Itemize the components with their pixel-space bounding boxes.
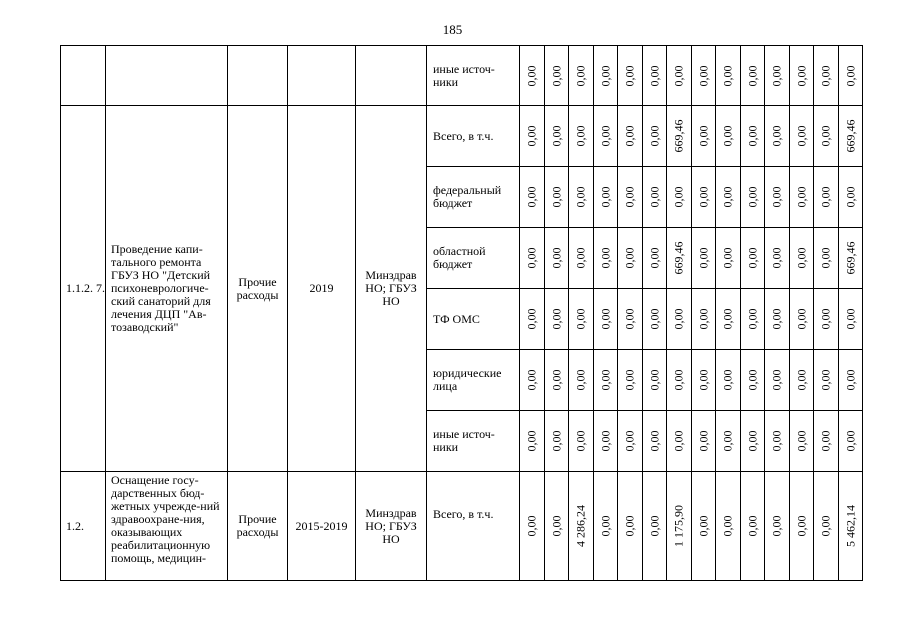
value-cell [814, 289, 839, 350]
value-cell [520, 289, 545, 350]
value-cell [692, 472, 716, 581]
value-cell [569, 472, 594, 581]
value-cell [741, 228, 765, 289]
name-cell: Проведение капи-тального ремонта ГБУЗ НО "Детский психоневрологиче-ский санаторий для лечения ДЦП "Ав-тозаводский" [106, 106, 228, 472]
financing-table [60, 45, 863, 581]
value-text: 0,00 [573, 308, 588, 330]
value-text: 0,00 [647, 125, 661, 147]
value-cell [545, 289, 569, 350]
value-text: 0,00 [745, 186, 759, 208]
value-text: 0,00 [671, 308, 686, 330]
value-text: 0,00 [647, 515, 661, 537]
value-cell [594, 228, 618, 289]
value-cell [520, 106, 545, 167]
value-text: 0,00 [720, 308, 735, 330]
value-cell [569, 289, 594, 350]
value-cell [692, 411, 716, 472]
value-cell [839, 350, 863, 411]
type-cell: Прочие расходы [228, 472, 288, 581]
value-text: 0,00 [843, 308, 857, 330]
value-cell [814, 106, 839, 167]
value-text: 0,00 [549, 65, 563, 86]
value-text: 0,00 [549, 125, 563, 147]
value-text: 0,00 [720, 369, 735, 391]
value-text: 0,00 [794, 430, 808, 452]
table-row [61, 106, 863, 167]
value-cell [520, 46, 545, 106]
source-cell: ТФ ОМС [427, 289, 520, 350]
value-text: 0,00 [524, 247, 539, 269]
value-cell [569, 106, 594, 167]
value-text: 0,00 [769, 515, 784, 537]
value-cell [643, 289, 667, 350]
value-cell [618, 472, 643, 581]
value-cell [765, 472, 790, 581]
value-text: 0,00 [745, 308, 759, 330]
value-cell [716, 289, 741, 350]
value-text: 0,00 [794, 125, 808, 147]
value-cell [692, 167, 716, 228]
value-text: 0,00 [573, 369, 588, 391]
value-text: 0,00 [647, 430, 661, 452]
years-cell [288, 46, 356, 106]
value-cell [814, 472, 839, 581]
value-text: 0,00 [549, 247, 563, 269]
value-text: 0,00 [696, 65, 710, 86]
value-text: 0,00 [524, 430, 539, 452]
value-text: 0,00 [745, 430, 759, 452]
value-text: 0,00 [647, 369, 661, 391]
value-cell [692, 350, 716, 411]
value-text: 0,00 [598, 369, 612, 391]
value-cell [667, 411, 692, 472]
value-text: 0,00 [671, 430, 686, 452]
executor-cell: Минздрав НО; ГБУЗ НО [356, 106, 427, 472]
value-cell [692, 289, 716, 350]
value-cell [594, 46, 618, 106]
value-text: 0,00 [524, 65, 539, 86]
value-text: 0,00 [622, 247, 637, 269]
value-text: 0,00 [843, 65, 857, 86]
value-cell [790, 289, 814, 350]
value-text: 0,00 [622, 430, 637, 452]
executor-cell: Минздрав НО; ГБУЗ НО [356, 472, 427, 581]
value-text: 0,00 [524, 125, 539, 147]
value-text: 0,00 [794, 369, 808, 391]
value-cell [594, 106, 618, 167]
value-text: 0,00 [622, 125, 637, 147]
value-cell [741, 167, 765, 228]
value-cell [618, 228, 643, 289]
value-text: 0,00 [647, 308, 661, 330]
value-cell [839, 167, 863, 228]
value-text: 0,00 [843, 369, 857, 391]
value-text: 0,00 [720, 125, 735, 147]
value-text: 0,00 [524, 186, 539, 208]
name-cell [106, 46, 228, 106]
value-text: 0,00 [818, 186, 833, 208]
value-cell [545, 46, 569, 106]
value-text: 0,00 [549, 430, 563, 452]
value-text: 0,00 [524, 515, 539, 537]
value-cell [790, 106, 814, 167]
table-body [61, 46, 863, 581]
value-text: 0,00 [720, 65, 735, 86]
value-text: 0,00 [647, 186, 661, 208]
value-text: 0,00 [573, 125, 588, 147]
value-text: 0,00 [720, 247, 735, 269]
value-cell [520, 350, 545, 411]
value-text: 0,00 [549, 308, 563, 330]
value-cell [569, 350, 594, 411]
value-text: 0,00 [818, 308, 833, 330]
number-cell: 1.2. [61, 472, 106, 581]
value-text: 0,00 [598, 515, 612, 537]
value-text: 0,00 [549, 186, 563, 208]
value-text: 0,00 [745, 247, 759, 269]
value-cell [692, 46, 716, 106]
value-text: 0,00 [573, 430, 588, 452]
value-text: 0,00 [622, 186, 637, 208]
value-cell [643, 46, 667, 106]
value-text: 0,00 [745, 369, 759, 391]
value-text: 0,00 [647, 247, 661, 269]
value-text: 0,00 [720, 515, 735, 537]
value-text: 0,00 [696, 369, 710, 391]
value-cell [692, 106, 716, 167]
source-cell: федеральный бюджет [427, 167, 520, 228]
value-cell [643, 350, 667, 411]
value-cell [594, 167, 618, 228]
value-text: 0,00 [598, 65, 612, 86]
value-text: 0,00 [573, 65, 588, 86]
name-cell: Оснащение госу-дарственных бюд-жетных учрежде-ний здравоохране-ния, оказывающих реабилитационную помощь, медицин- [106, 472, 228, 581]
value-cell [839, 106, 863, 167]
value-cell [667, 228, 692, 289]
value-text: 0,00 [720, 430, 735, 452]
value-text: 0,00 [769, 369, 784, 391]
value-cell [716, 411, 741, 472]
value-cell [618, 350, 643, 411]
value-cell [594, 472, 618, 581]
value-cell [545, 472, 569, 581]
value-cell [520, 472, 545, 581]
value-text: 0,00 [524, 369, 539, 391]
value-cell [667, 472, 692, 581]
value-text: 0,00 [818, 65, 833, 86]
value-cell [594, 289, 618, 350]
value-cell [790, 350, 814, 411]
value-cell [569, 167, 594, 228]
value-cell [594, 350, 618, 411]
value-text: 0,00 [818, 247, 833, 269]
value-cell [643, 228, 667, 289]
value-cell [839, 228, 863, 289]
value-text: 0,00 [549, 515, 563, 537]
value-cell [643, 106, 667, 167]
value-text: 0,00 [745, 65, 759, 86]
source-cell: областной бюджет [427, 228, 520, 289]
value-text: 0,00 [794, 247, 808, 269]
value-text: 1 175,90 [671, 505, 686, 547]
value-text: 0,00 [647, 65, 661, 86]
value-text: 0,00 [598, 186, 612, 208]
value-text: 0,00 [794, 186, 808, 208]
value-text: 0,00 [573, 186, 588, 208]
page-number: 185 [442, 22, 463, 37]
value-cell [839, 46, 863, 106]
value-cell [814, 350, 839, 411]
value-text: 0,00 [794, 65, 808, 86]
value-text: 0,00 [622, 515, 637, 537]
value-cell [716, 472, 741, 581]
value-cell [765, 167, 790, 228]
value-cell [618, 167, 643, 228]
value-text: 0,00 [769, 65, 784, 86]
value-cell [716, 350, 741, 411]
value-text: 0,00 [622, 369, 637, 391]
value-text: 0,00 [696, 308, 710, 330]
value-cell [618, 106, 643, 167]
value-cell [741, 106, 765, 167]
value-text: 669,46 [671, 241, 686, 275]
value-text: 669,46 [671, 119, 686, 153]
value-cell [520, 411, 545, 472]
value-cell [814, 228, 839, 289]
value-cell [716, 167, 741, 228]
value-cell [765, 411, 790, 472]
value-text: 0,00 [745, 515, 759, 537]
value-text: 0,00 [696, 515, 710, 537]
value-text: 0,00 [524, 308, 539, 330]
value-text: 0,00 [622, 308, 637, 330]
value-cell [741, 472, 765, 581]
value-text: 0,00 [818, 125, 833, 147]
value-text: 0,00 [843, 186, 857, 208]
value-text: 0,00 [598, 125, 612, 147]
value-cell [569, 411, 594, 472]
value-cell [741, 289, 765, 350]
value-text: 0,00 [696, 247, 710, 269]
value-text: 0,00 [696, 125, 710, 147]
value-cell [618, 46, 643, 106]
value-cell [814, 46, 839, 106]
value-cell [520, 228, 545, 289]
value-cell [667, 106, 692, 167]
type-cell: Прочие расходы [228, 106, 288, 472]
value-cell [667, 289, 692, 350]
value-cell [618, 411, 643, 472]
value-text: 0,00 [696, 430, 710, 452]
source-cell: иные источ-ники [427, 46, 520, 106]
value-cell [790, 228, 814, 289]
number-cell: 1.1.2. 7. [61, 106, 106, 472]
value-cell [667, 46, 692, 106]
value-text: 0,00 [573, 247, 588, 269]
value-cell [594, 411, 618, 472]
value-cell [545, 350, 569, 411]
value-cell [741, 350, 765, 411]
value-cell [667, 167, 692, 228]
years-cell: 2015-2019 [288, 472, 356, 581]
value-cell [839, 472, 863, 581]
value-text: 0,00 [720, 186, 735, 208]
value-text: 0,00 [598, 308, 612, 330]
value-cell [520, 167, 545, 228]
value-cell [765, 350, 790, 411]
table-row [61, 46, 863, 106]
source-cell: Всего, в т.ч. [427, 472, 520, 581]
value-text: 0,00 [598, 247, 612, 269]
value-cell [716, 106, 741, 167]
value-text: 0,00 [794, 308, 808, 330]
value-cell [765, 228, 790, 289]
source-cell: иные источ-ники [427, 411, 520, 472]
value-cell [569, 228, 594, 289]
value-text: 0,00 [745, 125, 759, 147]
value-cell [741, 411, 765, 472]
value-text: 0,00 [598, 430, 612, 452]
value-text: 0,00 [549, 369, 563, 391]
value-cell [643, 411, 667, 472]
source-cell: Всего, в т.ч. [427, 106, 520, 167]
source-cell: юридические лица [427, 350, 520, 411]
value-text: 0,00 [818, 369, 833, 391]
value-cell [765, 289, 790, 350]
value-text: 0,00 [818, 430, 833, 452]
value-cell [839, 411, 863, 472]
value-text: 0,00 [769, 125, 784, 147]
value-text: 5 462,14 [843, 505, 857, 547]
value-text: 0,00 [794, 515, 808, 537]
value-cell [667, 350, 692, 411]
value-text: 0,00 [769, 247, 784, 269]
value-text: 0,00 [843, 430, 857, 452]
value-text: 0,00 [671, 186, 686, 208]
executor-cell [356, 46, 427, 106]
value-cell [618, 289, 643, 350]
value-cell [643, 472, 667, 581]
value-text: 4 286,24 [573, 505, 588, 547]
value-cell [790, 411, 814, 472]
value-text: 0,00 [769, 186, 784, 208]
value-cell [545, 106, 569, 167]
value-cell [716, 228, 741, 289]
years-cell: 2019 [288, 106, 356, 472]
value-cell [765, 106, 790, 167]
value-text: 0,00 [671, 65, 686, 86]
value-cell [741, 46, 765, 106]
type-cell [228, 46, 288, 106]
value-cell [545, 167, 569, 228]
table-row [61, 472, 863, 581]
value-text: 669,46 [843, 241, 857, 275]
value-cell [569, 46, 594, 106]
value-cell [643, 167, 667, 228]
value-text: 0,00 [671, 369, 686, 391]
value-cell [545, 228, 569, 289]
value-text: 0,00 [622, 65, 637, 86]
value-cell [814, 411, 839, 472]
value-text: 669,46 [843, 119, 857, 153]
value-text: 0,00 [769, 308, 784, 330]
value-cell [692, 228, 716, 289]
value-text: 0,00 [818, 515, 833, 537]
value-cell [839, 289, 863, 350]
value-cell [790, 167, 814, 228]
value-cell [814, 167, 839, 228]
value-cell [545, 411, 569, 472]
value-text: 0,00 [769, 430, 784, 452]
number-cell [61, 46, 106, 106]
value-cell [790, 472, 814, 581]
value-cell [716, 46, 741, 106]
value-text: 0,00 [696, 186, 710, 208]
value-cell [790, 46, 814, 106]
value-cell [765, 46, 790, 106]
